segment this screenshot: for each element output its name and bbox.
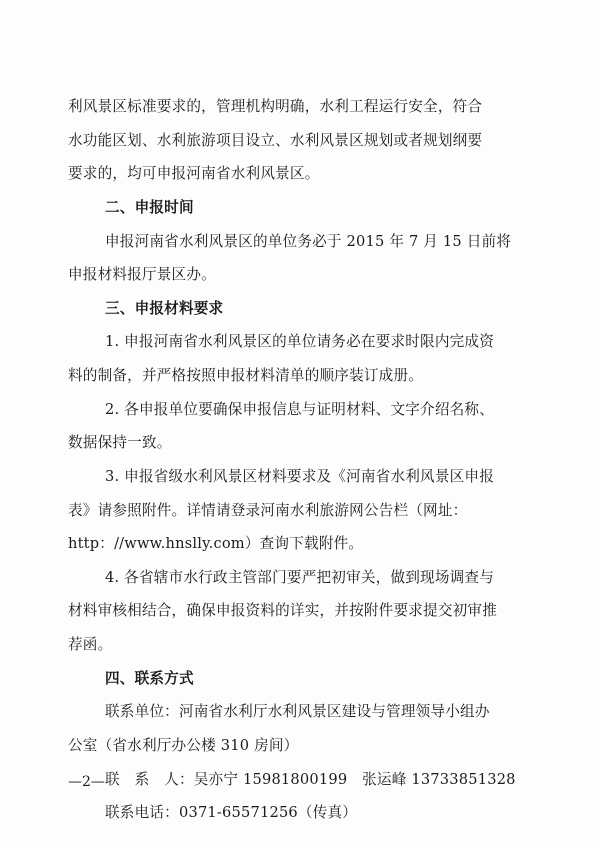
contact-person-line: 联 系 人：吴亦宁 15981800199 张运峰 13733851328 xyxy=(105,771,516,788)
requirement-2-line-2: 数据保持一致。 xyxy=(68,434,172,451)
body-line-1: 利风景区标准要求的，管理机构明确，水利工程运行安全，符合 xyxy=(68,98,483,115)
body-line-deadline-1: 申报河南省水利风景区的单位务必于 2015 年 7 月 15 日前将 xyxy=(105,233,512,250)
requirement-4-line-3: 荐函。 xyxy=(68,636,113,653)
requirement-1-line-1: 1. 申报河南省水利风景区的单位请务必在要求时限内完成资 xyxy=(105,333,495,350)
section-heading-contact: 四、联系方式 xyxy=(105,670,194,687)
page-number: —2— xyxy=(68,774,105,790)
body-line-deadline-2: 申报材料报厅景区办。 xyxy=(68,266,216,283)
requirement-3-line-1: 3. 申报省级水利风景区材料要求及《河南省水利风景区申报 xyxy=(105,468,495,485)
requirement-3-line-3: http：//www.hnslly.com）查询下载附件。 xyxy=(68,535,364,552)
contact-unit-line-2: 公室（省水利厅办公楼 310 房间） xyxy=(68,737,299,754)
section-heading-material-requirements: 三、申报材料要求 xyxy=(105,300,224,317)
body-line-3: 要求的，均可申报河南省水利风景区。 xyxy=(68,165,320,182)
contact-phone-line: 联系电话：0371-65571256（传真） xyxy=(105,804,358,821)
section-heading-application-time: 二、申报时间 xyxy=(105,199,194,216)
requirement-4-line-1: 4. 各省辖市水行政主管部门要严把初审关，做到现场调查与 xyxy=(105,569,495,586)
requirement-3-line-2: 表》请参照附件。详情请登录河南水利旅游网公告栏（网址： xyxy=(68,502,468,519)
contact-unit-line-1: 联系单位：河南省水利厅水利风景区建设与管理领导小组办 xyxy=(105,703,490,720)
requirement-1-line-2: 料的制备，并严格按照申报材料清单的顺序装订成册。 xyxy=(68,367,424,384)
requirement-4-line-2: 材料审核相结合，确保申报资料的详实，并按附件要求提交初审推 xyxy=(68,602,498,619)
body-line-2: 水功能区划、水利旅游项目设立、水利风景区规划或者规划纲要 xyxy=(68,132,483,149)
requirement-2-line-1: 2. 各申报单位要确保申报信息与证明材料、文字介绍名称、 xyxy=(105,401,495,418)
